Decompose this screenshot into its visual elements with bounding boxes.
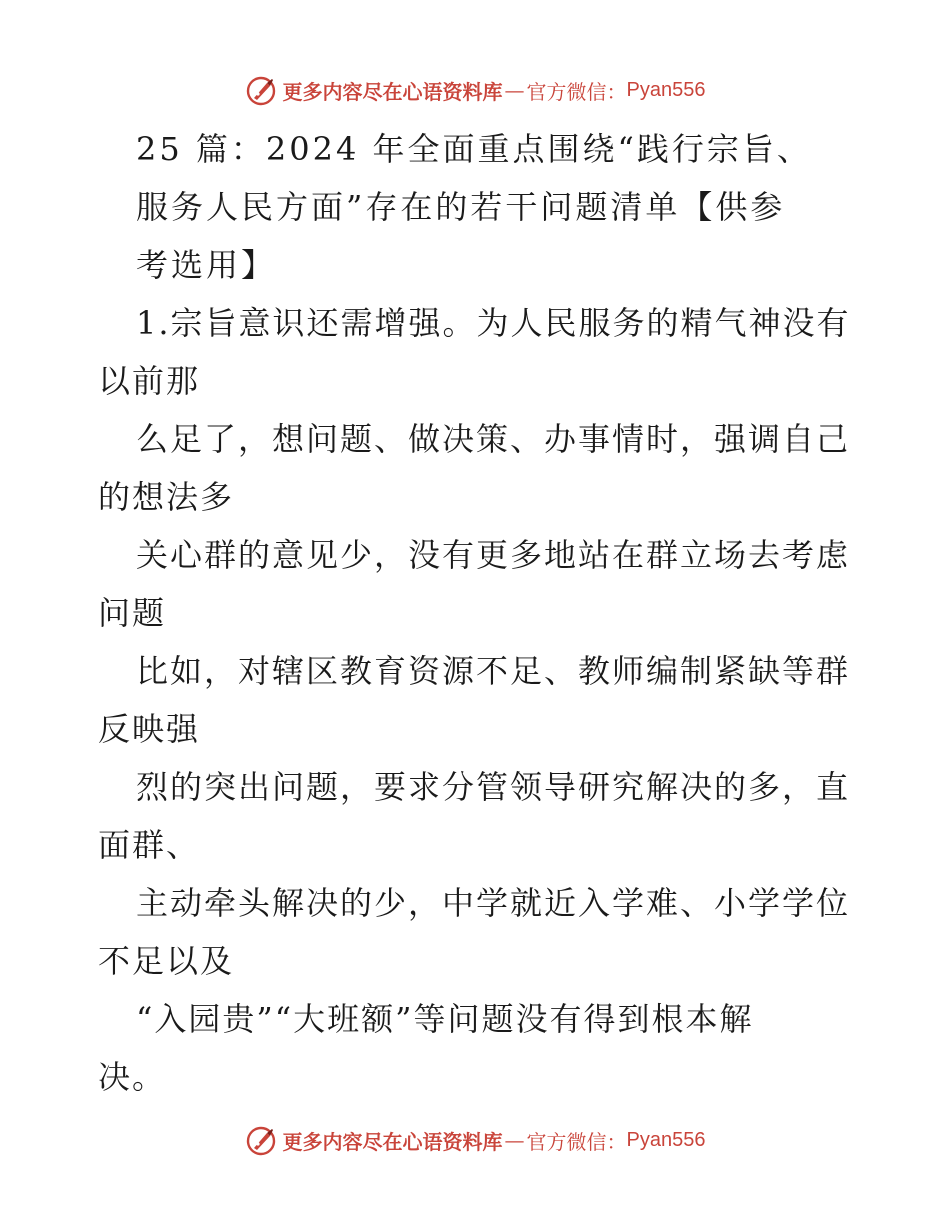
body-line: 问题 [98, 594, 167, 632]
title-line: 25 篇：2024 年全面重点围绕“践行宗旨、 [136, 130, 812, 168]
body-line: 面群、 [98, 826, 201, 864]
body-line: 主动牵头解决的少，中学就近入学难、小学学位 [136, 884, 851, 922]
pen-nib-logo-icon [245, 1124, 277, 1156]
body-line: 关心群的意见少，没有更多地站在群立场去考虑 [136, 536, 851, 574]
banner-account-label: 官方微信： [526, 79, 627, 104]
banner-dash: — [504, 78, 525, 102]
body-line: “入园贵”“大班额”等问题没有得到根本解 [136, 1000, 754, 1038]
body-line: 1.宗旨意识还需增强。为人民服务的精气神没有 [136, 304, 851, 342]
banner-wechat-id: Pyan556 [626, 78, 706, 101]
document-body [98, 120, 858, 1106]
banner-account-label: 官方微信： [526, 1129, 627, 1154]
body-line: 的想法多 [98, 478, 235, 516]
title-line: 考选用】 [136, 246, 277, 284]
footer-banner [0, 1120, 950, 1160]
banner-wechat-id: Pyan556 [626, 1128, 706, 1151]
body-line: 比如，对辖区教育资源不足、教师编制紧缺等群 [136, 652, 851, 690]
header-banner [0, 70, 950, 110]
body-line: 反映强 [98, 710, 201, 748]
body-line: 以前那 [98, 362, 201, 400]
body-line: 决。 [98, 1058, 167, 1096]
banner-slogan: 更多内容尽在心语资料库 [282, 79, 503, 104]
title-line: 服务人民方面”存在的若干问题清单【供参 [136, 188, 786, 226]
banner-slogan: 更多内容尽在心语资料库 [282, 1129, 503, 1154]
banner-dash: — [504, 1128, 525, 1152]
body-line: 么足了，想问题、做决策、办事情时，强调自己 [136, 420, 851, 458]
document-title [98, 120, 858, 294]
body-line: 不足以及 [98, 942, 235, 980]
pen-nib-logo-icon [245, 74, 277, 106]
body-line: 烈的突出问题，要求分管领导研究解决的多，直 [136, 768, 851, 806]
body-text [98, 294, 858, 1106]
